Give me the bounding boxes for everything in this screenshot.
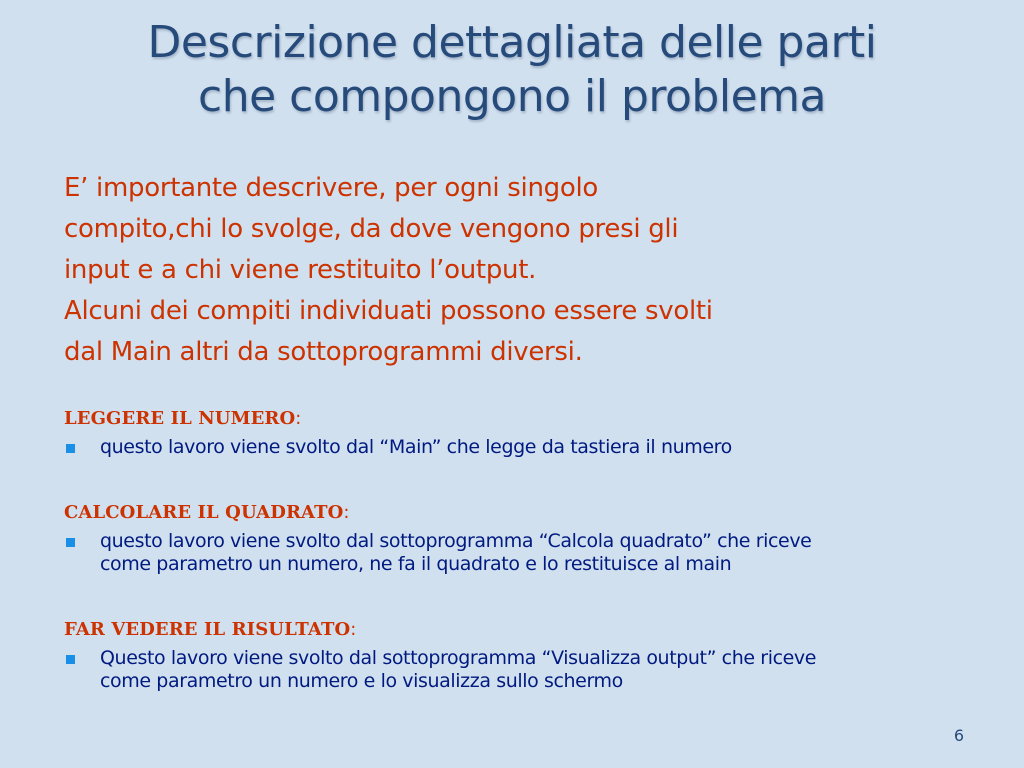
intro-line: input e a chi viene restituito l’output. xyxy=(64,255,537,285)
section-heading-colon: : xyxy=(350,619,357,640)
bullet-line: Questo lavoro viene svolto dal sottoprogramma “Visualizza output” che riceve xyxy=(100,647,817,669)
section-heading-text: FAR VEDERE IL RISULTATO xyxy=(64,619,351,640)
intro-line: dal Main altri da sottoprogrammi diversi. xyxy=(64,337,583,367)
intro-paragraph xyxy=(64,168,964,373)
section-heading-text: LEGGERE IL NUMERO xyxy=(64,408,296,429)
section-heading-colon: : xyxy=(295,408,302,429)
square-bullet-icon xyxy=(66,444,75,453)
square-bullet-icon xyxy=(66,655,75,664)
bullet-item xyxy=(64,436,994,459)
bullet-line: come parametro un numero e lo visualizza sullo schermo xyxy=(100,670,623,692)
section-leggere-numero xyxy=(64,407,994,459)
section-heading xyxy=(64,501,994,525)
section-calcolare-quadrato xyxy=(64,501,994,576)
bullet-line: questo lavoro viene svolto dal sottoprogramma “Calcola quadrato” che riceve xyxy=(100,530,812,552)
page-number: 6 xyxy=(953,726,964,745)
section-heading xyxy=(64,407,994,431)
intro-line: Alcuni dei compiti individuati possono essere svolti xyxy=(64,296,713,326)
section-heading xyxy=(64,618,994,642)
square-bullet-icon xyxy=(66,538,75,547)
bullet-line: come parametro un numero, ne fa il quadrato e lo restituisce al main xyxy=(100,553,732,575)
slide-title-line: Descrizione dettagliata delle parti xyxy=(147,17,877,68)
bullet-line: questo lavoro viene svolto dal “Main” che legge da tastiera il numero xyxy=(100,436,732,458)
section-heading-text: CALCOLARE IL QUADRATO xyxy=(64,502,344,523)
section-far-vedere-risultato xyxy=(64,618,994,693)
slide-title-line: che compongono il problema xyxy=(198,71,826,122)
section-heading-colon: : xyxy=(343,502,350,523)
intro-line: E’ importante descrivere, per ogni singolo xyxy=(64,173,598,203)
bullet-item xyxy=(64,530,994,576)
slide-title xyxy=(40,16,984,124)
intro-line: compito,chi lo svolge, da dove vengono presi gli xyxy=(64,214,679,244)
bullet-item xyxy=(64,647,994,693)
